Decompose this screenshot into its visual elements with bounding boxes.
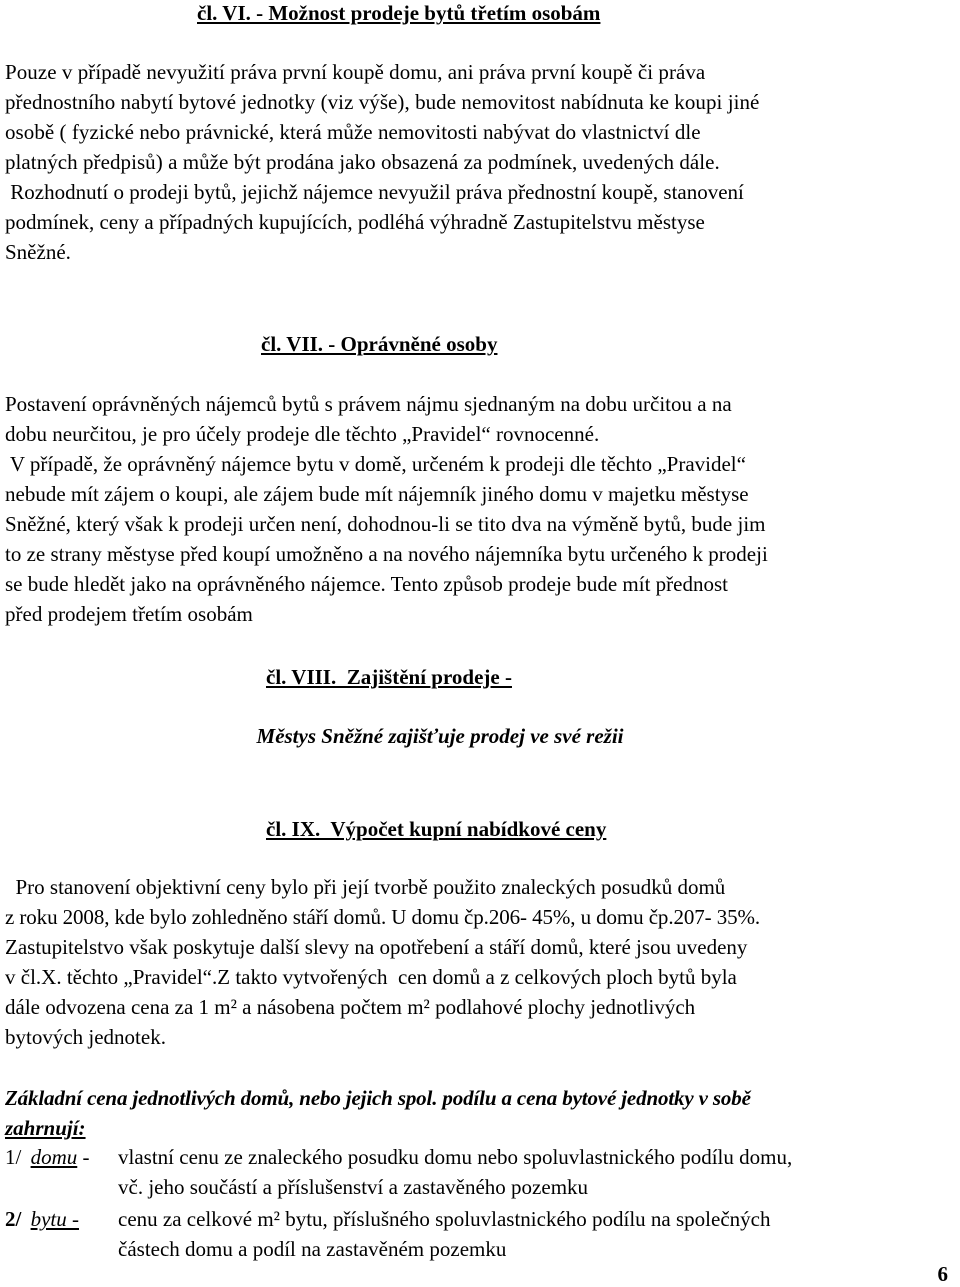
text-line: se bude hledět jako na oprávněného nájemce. Tento způsob prodeje bude mít přednost [5, 572, 729, 596]
page-number: 6 [937, 1262, 948, 1286]
list-item-term: bytu - [30, 1207, 79, 1231]
list-item-number: 2/ [5, 1207, 22, 1231]
text-line: cenu za celkové m² bytu, příslušného spoluvlastnického podílu na společných [118, 1207, 771, 1231]
list-item-term: domu [30, 1145, 78, 1169]
text-line: částech domu a podíl na zastavěném pozemku [118, 1237, 507, 1261]
price-components-heading [5, 1083, 957, 1143]
text-line: to ze strany městyse před koupí umožněno a na nového nájemníka bytu určeného k prodeji [5, 542, 768, 566]
article-8-subheading: Městys Sněžné zajišťuje prodej ve své režii [256, 724, 624, 748]
text-line: nebude mít zájem o koupi, ale zájem bude mít nájemník jiného domu v majetku městyse [5, 482, 749, 506]
text-line: osobě ( fyzické nebo právnické, která může nemovitosti nabývat do vlastnictví dle [5, 120, 701, 144]
text-line: dobu neurčitou, je pro účely prodeje dle těchto „Pravidel“ rovnocenné. [5, 422, 600, 446]
article-9-paragraph-1 [5, 872, 957, 1052]
text-line: Pouze v případě nevyužití práva první koupě domu, ani práva první koupě či práva [5, 60, 706, 84]
text-line: přednostního nabytí bytové jednotky (viz výše), bude nemovitost nabídnuta ke koupi jiné [5, 90, 760, 114]
article-9-heading: čl. IX. Výpočet kupní nabídkové ceny [266, 817, 607, 841]
text-line: v čl.X. těchto „Pravidel“.Z takto vytvořených cen domů a z celkových ploch bytů byla [5, 965, 737, 989]
text-line: platných předpisů) a může být prodána jako obsazená za podmínek, uvedených dále. [5, 150, 720, 174]
article-6-paragraph-2 [5, 177, 957, 267]
text-line: Rozhodnutí o prodeji bytů, jejichž nájemce nevyužil práva přednostní koupě, stanovení [5, 180, 744, 204]
text-line: Pro stanovení objektivní ceny bylo při její tvorbě použito znaleckých posudků domů [5, 875, 726, 899]
text-line: Postavení oprávněných nájemců bytů s právem nájmu sjednaným na dobu určitou a na [5, 392, 732, 416]
text-line: vlastní cenu ze znaleckého posudku domu nebo spoluvlastnického podílu domu, [118, 1145, 793, 1169]
text-line: dále odvozena cena za 1 m² a násobena počtem m² podlahové plochy jednotlivých [5, 995, 696, 1019]
list-item-2-description [118, 1204, 770, 1264]
text-line: zahrnují: [5, 1116, 86, 1140]
text-line: podmínek, ceny a případných kupujících, podléhá výhradně Zastupitelstvu městyse [5, 210, 705, 234]
text-line: Zastupitelstvo však poskytuje další slevy na opotřebení a stáří domů, které jsou uvedeny [5, 935, 748, 959]
text-line: Sněžné. [5, 240, 71, 264]
article-7-heading: čl. VII. - Oprávněné osoby [261, 332, 498, 356]
text-line: bytových jednotek. [5, 1025, 166, 1049]
list-item-1-description [118, 1142, 792, 1202]
list-item-2 [5, 1204, 93, 1234]
text-line: Základní cena jednotlivých domů, nebo jejich spol. podílu a cena bytové jednotky v sobě [5, 1086, 751, 1110]
text-line: Sněžné, který však k prodeji určen není, dohodnou-li se tito dva na výměně bytů, bude jim [5, 512, 766, 536]
list-item-1 [5, 1142, 90, 1172]
text-line: z roku 2008, kde bylo zohledněno stáří domů. U domu čp.206- 45%, u domu čp.207- 35%. [5, 905, 761, 929]
article-6-heading: čl. VI. - Možnost prodeje bytů třetím osobám [197, 1, 601, 25]
text-line: V případě, že oprávněný nájemce bytu v domě, určeném k prodeji dle těchto „Pravidel“ [5, 452, 746, 476]
article-7-paragraph-1 [5, 389, 957, 449]
article-6-paragraph-1 [5, 57, 957, 177]
article-7-paragraph-2 [5, 449, 957, 629]
text-line: vč. jeho součástí a příslušenství a zastavěného pozemku [118, 1175, 589, 1199]
list-item-number: 1/ [5, 1145, 22, 1169]
text-line: před prodejem třetím osobám [5, 602, 253, 626]
list-item-dash: - [77, 1145, 90, 1169]
article-8-heading: čl. VIII. Zajištění prodeje - [266, 665, 512, 689]
